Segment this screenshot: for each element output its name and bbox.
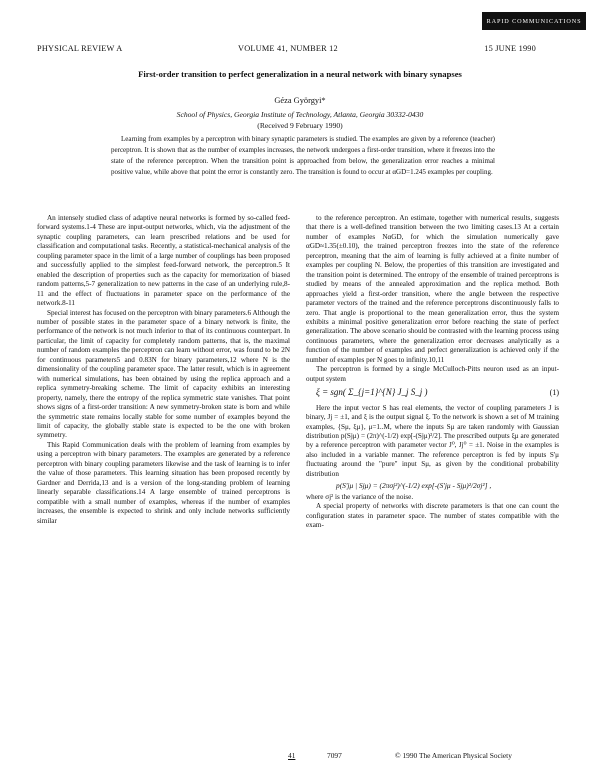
equation-1-number: (1) (549, 388, 559, 398)
journal-name: PHYSICAL REVIEW A (37, 44, 123, 53)
body-paragraph: The perceptron is formed by a single McCulloch-Pitts neuron used as an input-output system (306, 365, 559, 383)
page-number: 7097 (327, 751, 342, 760)
copyright-notice: © 1990 The American Physical Society (395, 751, 512, 760)
conditional-probability-formula: p(S'jμ | Sjμ) = (2πσj²)^(-1/2) exp[-(S'jμ - Sjμ)²/2σj²] , (336, 481, 492, 491)
body-paragraph: An intensely studied class of adaptive neural networks is formed by so-called feed-forward systems.1-4 These are input-output networks, which, via the adjustment of the synaptic coupling parameters, can learn prescribed relations and be used for classification and computational tasks. Recently, a statistical-mechanical analysis of the coupling parameter space in the limit of a large number of couplings has been proposed and successfully applied to the simplest feed-forward network, the perceptron.5 It enabled the description of properties such as the capacity for memorization of biased random patterns,5-7 generalization to new patterns in the case of an underlying rule,8-11 and the effect of fluctuations in parameter space on the performance of the network.8-11 (37, 214, 290, 308)
body-paragraph: to the reference perceptron. An estimate, together with numerical results, suggests that there is a well-defined transition between the two limiting cases.13 At a certain number of examples NαGD, for which the simulation numerically gave αGD≈1.35(±0.10), the trained perceptron freezes into the state of the reference perceptron, meaning that the aim of learning is fully achieved at a finite number of examples per coupling N. Below, the properties of this transition are investigated and the transition point is determined. The entropy of the ensemble of trained perceptrons is studied by means of the annealed approximation and the replica method. Both approaches yield a first-order transition, where the angle between the respective parameter vectors of the trained and the reference perceptrons discontinuously falls to zero. That angle is proportional to the mean generalization error, thus the system exhibits a minimal positive generalization error before reaching the state of perfect generalization. The above scenario should be contrasted with the learning process using continuous parameters, where the generalization error decreases analytically as a function of the number of examples and perfect generalization is achieved only if the number of examples per N goes to infinity.10,11 (306, 214, 559, 364)
received-date: (Received 9 February 1990) (257, 121, 343, 130)
abstract: Learning from examples by a perceptron with binary synaptic parameters is studied. The examples are given by a reference (teacher) perceptron. It is shown that as the number of examples increases, the network undergoes a first-order transition, where it freezes into the state of the reference perceptron. When the transition point is approached from below, the generalization error reaches a minimal positive value, while above that point the error is constantly zero. The transition is found to occur at αGD=1.245 examples per coupling. (111, 135, 495, 176)
paper-title: First-order transition to perfect generalization in a neural network with binary synapses (138, 69, 462, 79)
author-affiliation: School of Physics, Georgia Institute of Technology, Atlanta, Georgia 30332-0430 (176, 110, 424, 119)
body-paragraph: where σj² is the variance of the noise. (306, 492, 414, 501)
body-paragraph: A special property of networks with discrete parameters is that one can count the configuration states in parameter space. The number of states compatible with the exam- (306, 502, 559, 530)
body-paragraph: This Rapid Communication deals with the problem of learning from examples by using a perceptron with binary parameters. The examples are generated by a reference perceptron with binary coupling parameters likewise and the task of learning is to infer the value of those parameters. This learning situation has been proposed recently by Gardner and Derrida,13 and is a version of the long-standing problem of learning linearly separable classifications.14 A large ensemble of trained perceptrons is compatible with a small number of examples, whereas if the number of examples increases, the ensemble is expected to shrink and only include networks sufficiently similar (37, 440, 290, 525)
author-name: Géza Györgyi* (274, 96, 326, 105)
equation-1 (316, 388, 559, 397)
footer-volume: 41 (288, 751, 296, 760)
body-paragraph: Special interest has focused on the perceptron with binary parameters.6 Although the number of possible states in the parameter space of a binary network is finite, the performance of the network is not much inferior to that of its continuous counterpart. In particular, the limit of capacity for completely random patterns, that is, the maximal number of random examples the perceptron can learn without error, was found to be 2N for continuous parameters5 and 0.83N for binary parameters,12 where N is the dimensionality of the coupling parameter space. The latter result, which is in agreement with numerical simulations, has been obtained by using the replica approach and a replica symmetry-breaking scheme. The limit of capacity exhibits an interesting property, namely, there the entropy of the replica symmetric state vanishes. That point shows signs of a first-order transition: A new symmetry-broken state is born and while the symmetric state remains locally stable for some number of examples beyond the limit of capacity, the globally stable state is expected to be the one with broken symmetry. (37, 308, 290, 440)
body-paragraph: Here the input vector S has real elements, the vector of coupling parameters J is binary, Jj = ±1, and ξ is the output signal ξ. To the network is shown a set of M training examples, {Sμ, ξμ}, μ=1..M, where the inputs Sμ are taken randomly with Gaussian distribution p(Sjμ) = (2π)^(-1/2) exp[-(Sjμ)²/2]. The prescribed outputs ξμ are generated by a reference perceptron with parameter vector J⁰, Jj⁰ = ±1. Noise in the examples is also included in a variable manner. The reference perceptron is fed by inputs S'μ fluctuating around the "pure" input Sμ, as given by the conditional probability distribution (306, 403, 559, 478)
rapid-communications-badge: RAPID COMMUNICATIONS (482, 12, 586, 30)
volume-number: VOLUME 41, NUMBER 12 (238, 44, 338, 53)
right-column (306, 214, 559, 531)
left-column (37, 214, 290, 526)
issue-date: 15 JUNE 1990 (484, 44, 536, 53)
equation-1-expression: ξ = sgn( Σ_{j=1}^{N} J_j S_j ) (316, 387, 428, 398)
